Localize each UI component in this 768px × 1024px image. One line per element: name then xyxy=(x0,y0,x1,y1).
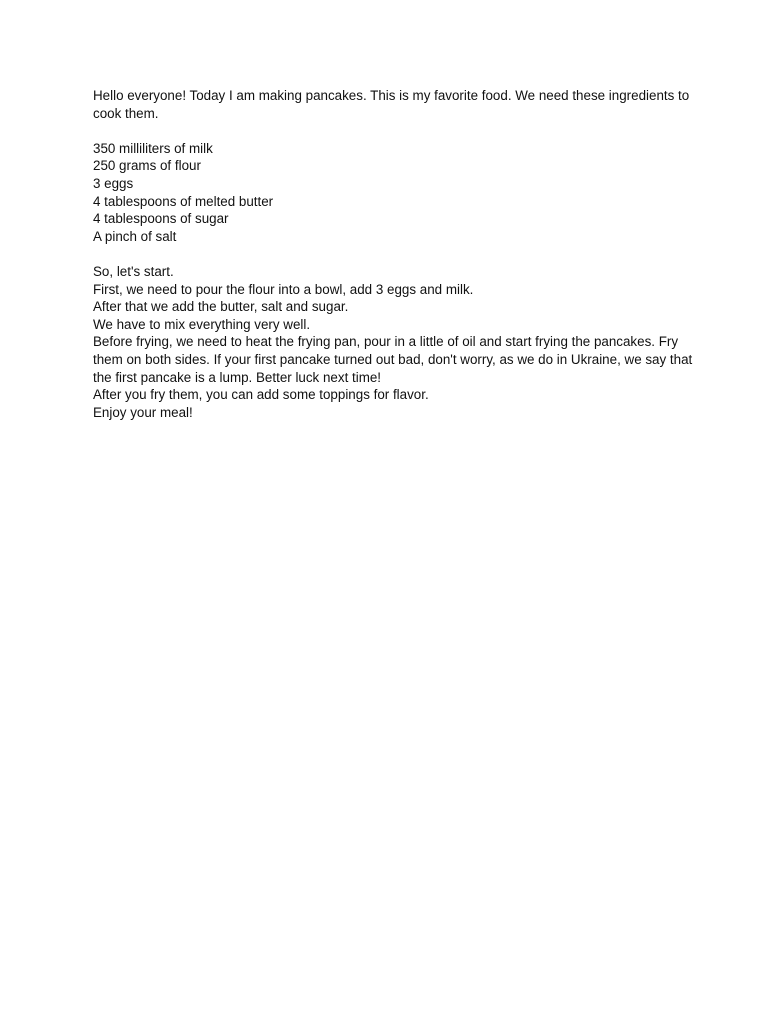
instruction-paragraph: Before frying, we need to heat the frying pan, pour in a little of oil and start frying the pancakes. Fry them on both sides. If your first pancake turned out bad, don't worry, as we do in Ukraine, we say that the first pancake is a lump. Better luck next time! xyxy=(93,334,693,385)
instruction-line: So, let's start. xyxy=(93,263,174,279)
instructions xyxy=(93,263,693,421)
ingredient-list xyxy=(93,140,693,246)
document-page xyxy=(93,87,693,421)
paragraph-spacer xyxy=(93,245,693,263)
ingredient-item: 250 grams of flour xyxy=(93,158,201,174)
instruction-line: First, we need to pour the flour into a bowl, add 3 eggs and milk. xyxy=(93,281,474,297)
ingredient-item: A pinch of salt xyxy=(93,228,177,244)
ingredient-item: 4 tablespoons of sugar xyxy=(93,211,229,227)
instruction-line: After you fry them, you can add some toppings for flavor. xyxy=(93,387,429,403)
ingredient-item: 3 eggs xyxy=(93,175,134,191)
ingredient-item: 4 tablespoons of melted butter xyxy=(93,193,274,209)
paragraph-spacer xyxy=(93,122,693,140)
instruction-line: We have to mix everything very well. xyxy=(93,316,311,332)
ingredient-item: 350 milliliters of milk xyxy=(93,140,213,156)
instruction-line: After that we add the butter, salt and sugar. xyxy=(93,299,349,315)
intro-paragraph: Hello everyone! Today I am making pancakes. This is my favorite food. We need these ingredients to cook them. xyxy=(93,88,690,121)
instruction-line: Enjoy your meal! xyxy=(93,404,193,420)
